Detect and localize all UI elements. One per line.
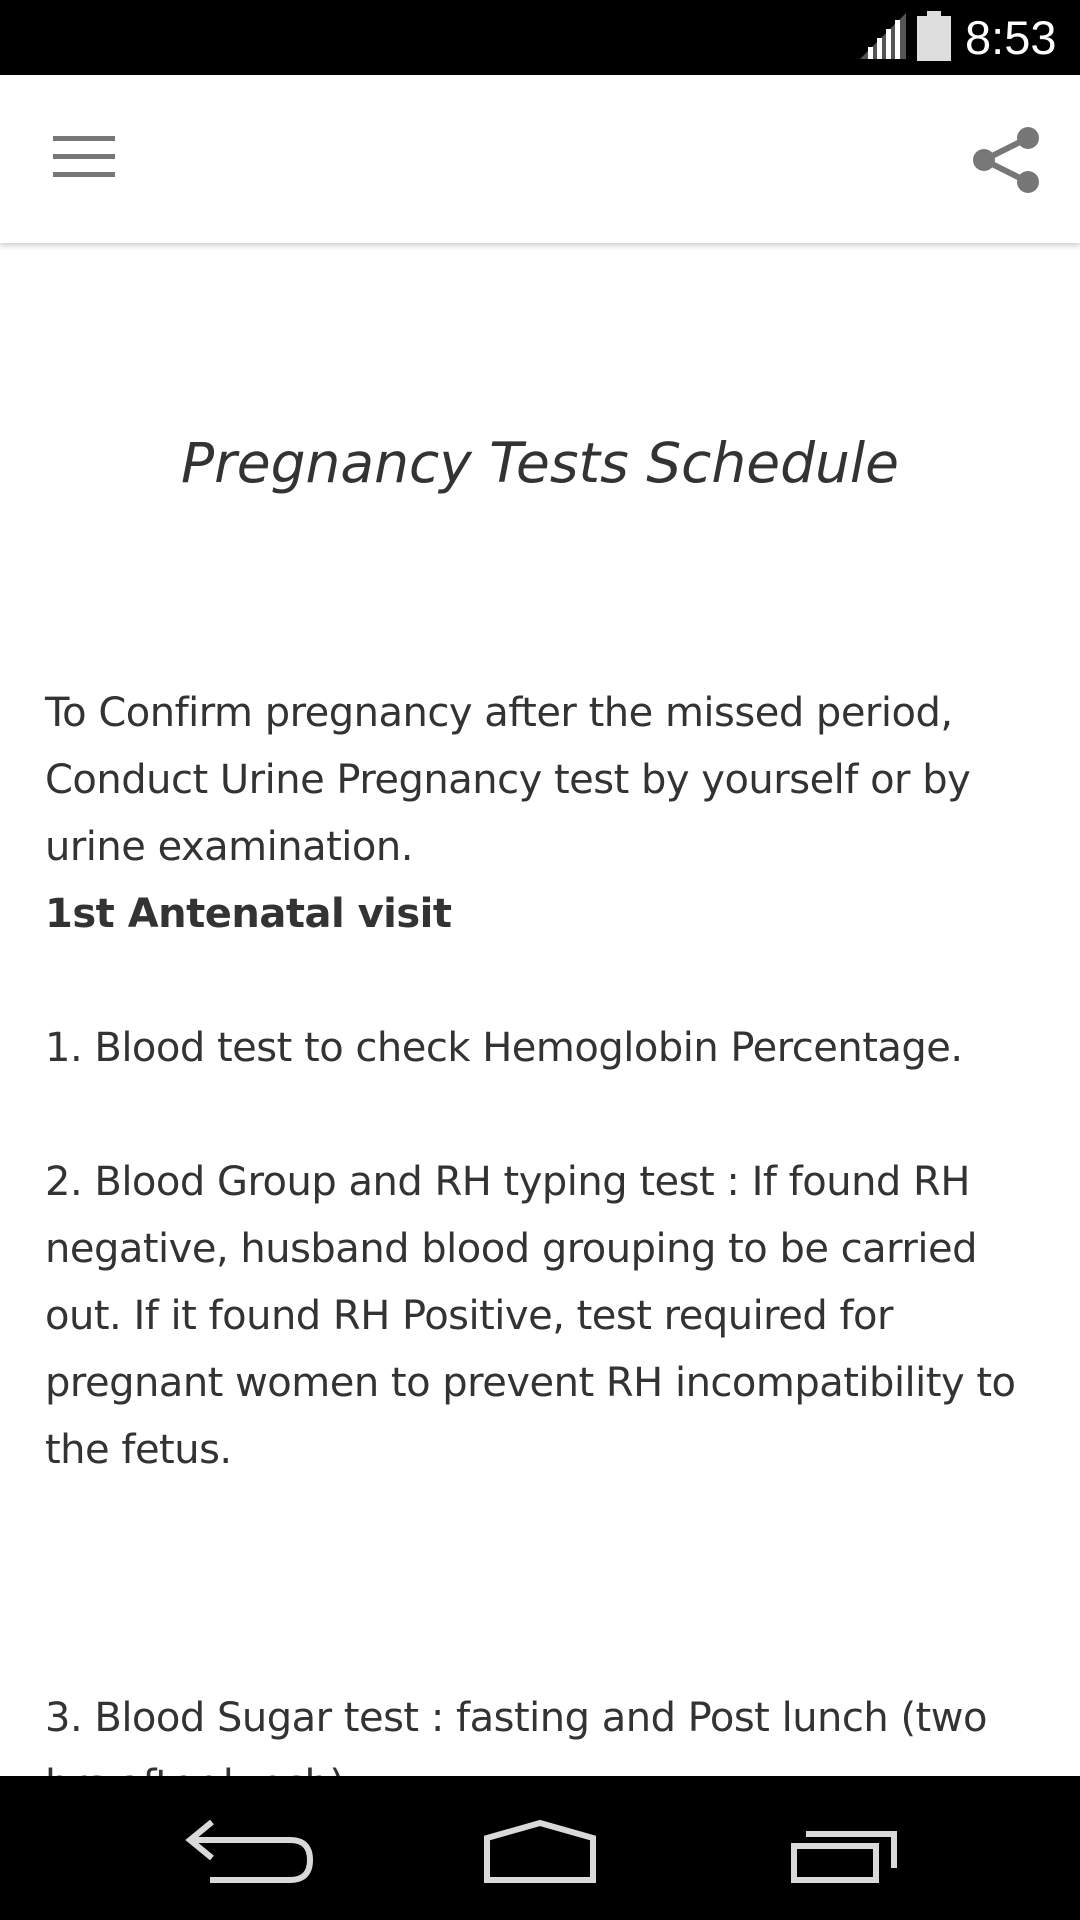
recent-apps-button[interactable] <box>750 1788 930 1908</box>
share-button[interactable] <box>960 117 1050 201</box>
list-item: 2. Blood Group and RH typing test : If found RH negative, husband blood grouping to be carried out. If it found RH Positive, test required for pregnant women to prevent RH incompatibility to the fetus. <box>45 1159 1016 1473</box>
battery-icon <box>917 11 951 61</box>
page-title: Pregnancy Tests Schedule <box>181 431 899 495</box>
app-bar <box>0 75 1080 243</box>
list-item: 3. Blood Sugar test : fasting and Post lunch (two <box>45 1695 987 1741</box>
navigation-bar <box>0 1776 1080 1920</box>
home-button[interactable] <box>450 1788 630 1908</box>
section-heading: 1st Antenatal visit <box>45 891 452 937</box>
status-time: 8:53 <box>965 11 1057 64</box>
menu-button[interactable] <box>30 119 138 199</box>
status-bar <box>0 0 1080 75</box>
back-button[interactable] <box>150 1788 330 1908</box>
article-content[interactable] <box>0 243 1080 1776</box>
list-item: 1. Blood test to check Hemoglobin Percentage. <box>45 1025 963 1071</box>
intro-paragraph: To Confirm pregnancy after the missed period, Conduct Urine Pregnancy test by yourself or by urine examination. <box>45 690 971 870</box>
signal-icon <box>860 13 906 59</box>
